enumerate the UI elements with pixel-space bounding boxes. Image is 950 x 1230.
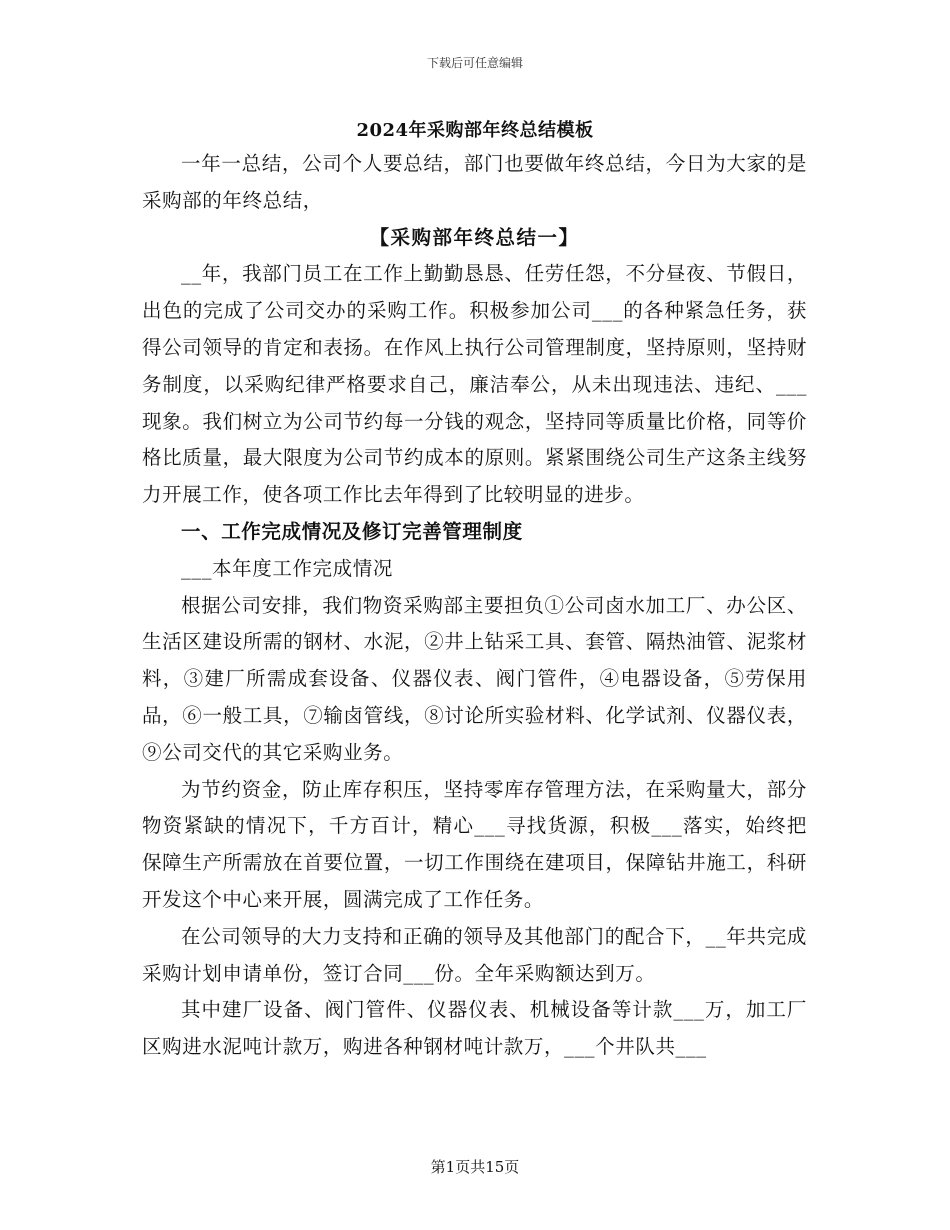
header-note: 下载后可任意编辑 bbox=[426, 56, 523, 70]
subtitle-heading: 【采购部年终总结一】 bbox=[369, 225, 580, 249]
document-body bbox=[142, 146, 807, 1066]
document-title: 2024年采购部年终总结模板 bbox=[356, 120, 594, 141]
body-paragraph-3: 为节约资金，防止库存积压，坚持零库存管理方法，在采购量大，部分物资紧缺的情况下，千方百计，精心___寻找货源，积极___落实，始终把保障生产所需放在首要位置，一切工作围绕在建项目，保障钻井施工，科研开发这个中心来开展，圆满完成了工作任务。 bbox=[142, 777, 807, 911]
body-paragraph-1: __年，我部门员工在工作上勤勤恳恳、任劳任怨，不分昼夜、节假日，出色的完成了公司交办的采购工作。积极参加公司___的各种紧急任务，获得公司领导的肯定和表扬。在作风上执行公司管理制度，坚持原则，坚持财务制度，以采购纪律严格要求自己，廉洁奉公，从未出现违法、违纪、___现象。我们树立为公司节约每一分钱的观念，坚持同等质量比价格，同等价格比质量，最大限度为公司节约成本的原则。紧紧围绕公司生产这条主线努力开展工作，使各项工作比去年得到了比较明显的进步。 bbox=[142, 262, 807, 507]
intro-paragraph: 一年一总结，公司个人要总结，部门也要做年终总结，今日为大家的是采购部的年终总结， bbox=[142, 152, 807, 212]
body-paragraph-5: 其中建厂设备、阀门管件、仪器仪表、机械设备等计款___万，加工厂区购进水泥吨计款万，购进各种钢材吨计款万，___个井队共___ bbox=[142, 998, 807, 1059]
body-paragraph-2: 根据公司安排，我们物资采购部主要担负①公司卤水加工厂、办公区、生活区建设所需的钢材、水泥，②井上钻采工具、套管、隔热油管、泥浆材料，③建厂所需成套设备、仪器仪表、阀门管件，④电器设备，⑤劳保用品，⑥一般工具，⑦输卤管线，⑧讨论所实验材料、化学试剂、仪器仪表，⑨公司交代的其它采购业务。 bbox=[142, 593, 807, 764]
page-indicator: 第1页共15页 bbox=[430, 1158, 520, 1176]
section-heading-1: 一、工作完成情况及修订完善管理制度 bbox=[181, 519, 523, 543]
subsection-heading: ___本年度工作完成情况 bbox=[181, 556, 393, 580]
body-paragraph-4: 在公司领导的大力支持和正确的领导及其他部门的配合下，__年共完成采购计划申请单份，签订合同___份。全年采购额达到万。 bbox=[142, 924, 807, 985]
